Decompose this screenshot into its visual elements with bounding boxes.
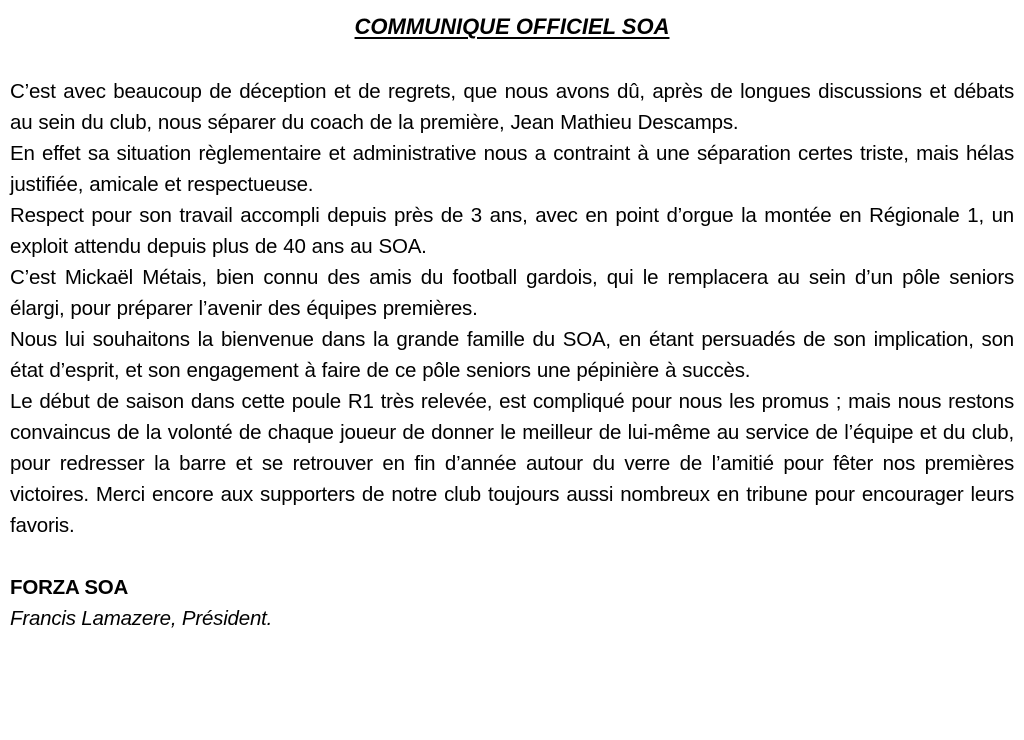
slogan: FORZA SOA [10, 576, 129, 599]
body-paragraph: Le début de saison dans cette poule R1 très relevée, est compliqué pour nous les promus ; mais nous restons convaincus de la volonté de chaque joueur de donner le meilleur de lui-même au service de l’équipe et du club, pour redresser la barre et se retrouver en fin d’année autour du verre de l’amitié pour fêter nos premières victoires. Merci encore aux supporters de notre club toujours aussi nombreux en tribune pour encourager leurs favoris. [10, 390, 1014, 537]
body-paragraph: Nous lui souhaitons la bienvenue dans la grande famille du SOA, en étant persuadés de son implication, son état d’esprit, et son engagement à faire de ce pôle seniors une pépinière à succès. [10, 328, 1014, 382]
signature-line: Francis Lamazere, Président. [10, 607, 273, 630]
body-paragraph: Respect pour son travail accompli depuis près de 3 ans, avec en point d’orgue la montée en Régionale 1, un exploit attendu depuis plus de 40 ans au SOA. [10, 204, 1014, 258]
body-paragraph: C’est Mickaël Métais, bien connu des amis du football gardois, qui le remplacera au sein d’un pôle seniors élargi, pour préparer l’avenir des équipes premières. [10, 266, 1014, 320]
closing-block [10, 572, 1014, 634]
body-paragraph: C’est avec beaucoup de déception et de regrets, que nous avons dû, après de longues discussions et débats au sein du club, nous séparer du coach de la première, Jean Mathieu Descamps. [10, 80, 1014, 134]
body-paragraph: En effet sa situation règlementaire et administrative nous a contraint à une séparation certes triste, mais hélas justifiée, amicale et respectueuse. [10, 142, 1014, 196]
page-title-text: COMMUNIQUE OFFICIEL SOA [354, 14, 670, 39]
page-title [10, 12, 1014, 42]
document-body [10, 76, 1014, 541]
